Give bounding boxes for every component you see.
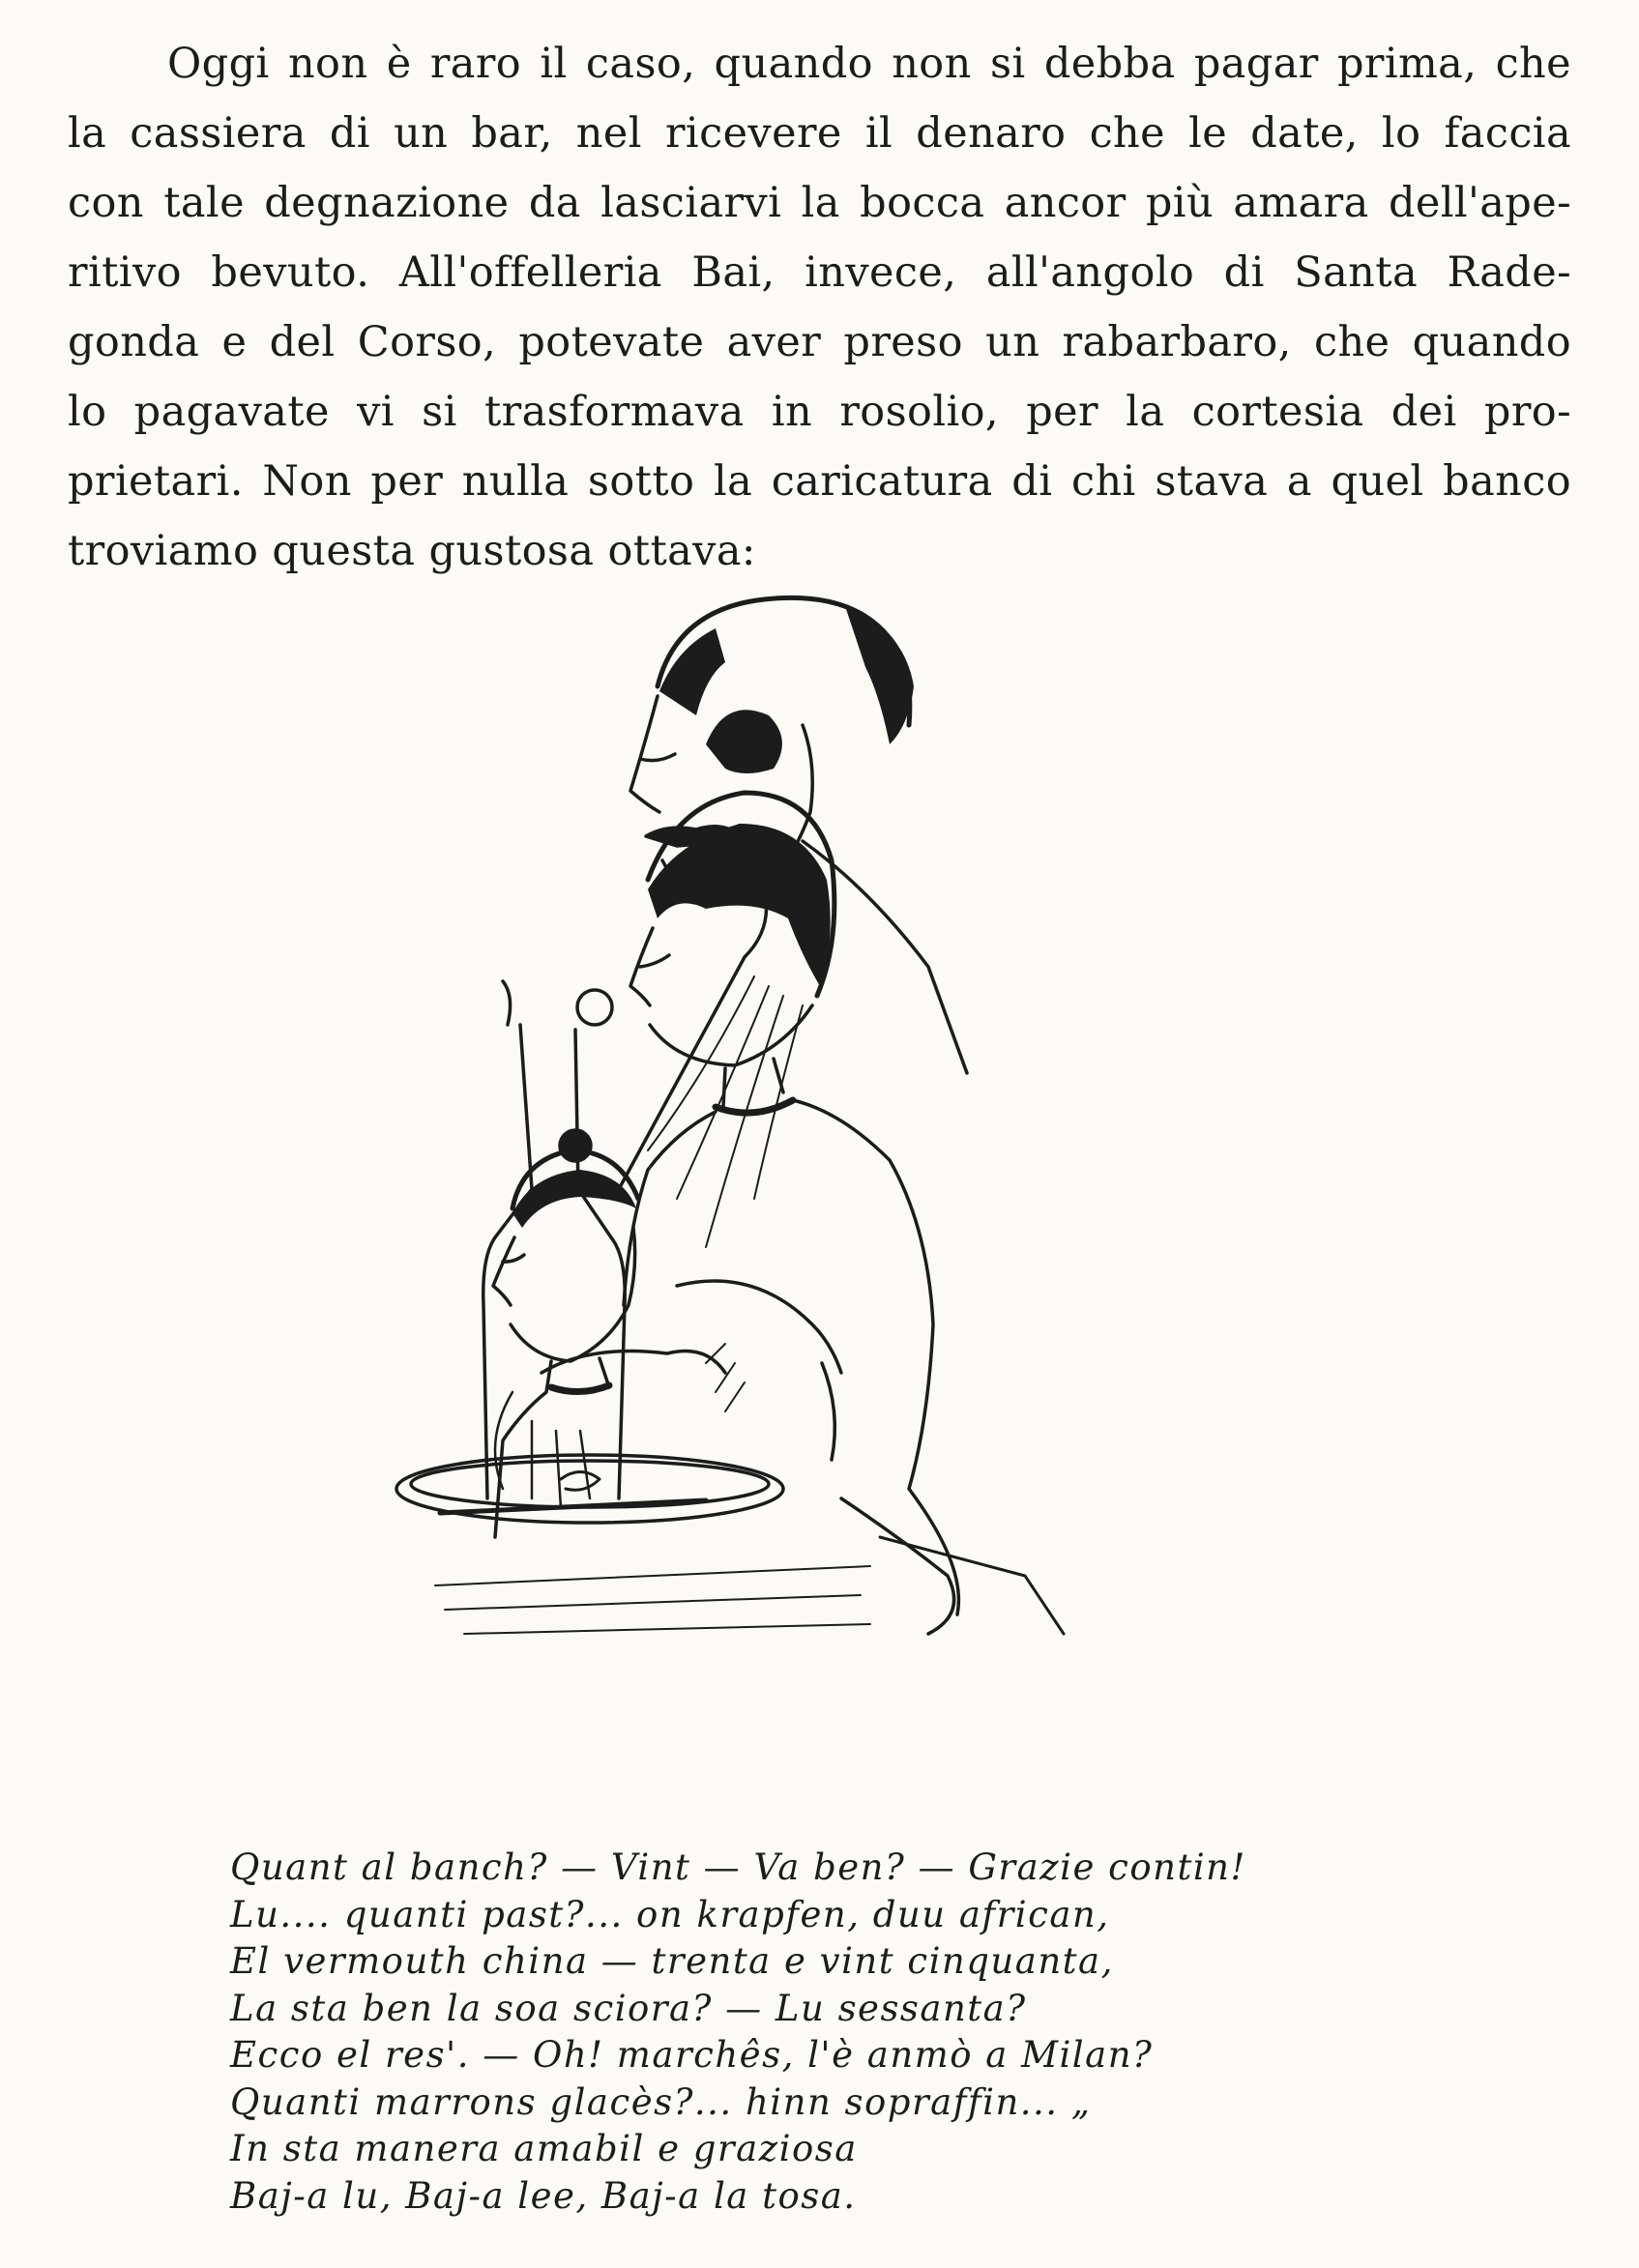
verse-line: Lu.... quanti past?... on krapfen, duu african, — [230, 1893, 1110, 1935]
verse-line: Baj-a lu, Baj-a lee, Baj-a la tosa. — [230, 2174, 857, 2217]
counter-and-plate — [396, 1352, 1064, 1635]
verse-line: In sta manera amabil e graziosa — [230, 2128, 858, 2169]
prose-line: la cassiera di un bar, nel ricevere il denaro che le date, lo faccia — [68, 109, 1571, 158]
prose-line: con tale degnazione da lasciarvi la bocca ancor più amara dell'ape- — [68, 179, 1571, 227]
prose-line: troviamo questa gustosa ottava: — [68, 527, 756, 575]
verse-line: Quanti marrons glacès?... hinn sopraffin... „ — [230, 2080, 1092, 2123]
prose-line: Oggi non è raro il caso, quando non si debba pagar prima, che — [167, 40, 1571, 88]
bottle-sketch — [440, 981, 706, 1513]
prose-paragraph — [68, 29, 1571, 586]
prose-line: prietari. Non per nulla sotto la caricatura di chi stava a quel banco — [68, 457, 1571, 506]
verse-line: Quant al banch? — Vint — Va ben? — Grazie contin! — [230, 1846, 1246, 1888]
verse-line: La sta ben la soa sciora? — Lu sessanta? — [230, 1987, 1027, 2029]
verse-line: El vermouth china — trenta e vint cinquanta, — [230, 1940, 1114, 1982]
prose-line: lo pagavate vi si trasformava in rosolio, per la cortesia dei pro- — [68, 388, 1571, 436]
caricature-illustration — [387, 570, 1315, 1827]
prose-line: ritivo bevuto. All'offelleria Bai, invece, all'angolo di Santa Rade- — [68, 248, 1571, 297]
verse-stanza — [230, 1845, 1487, 2220]
older-woman-figure — [624, 710, 958, 1634]
prose-line: gonda e del Corso, potevate aver preso un rabarbaro, che quando — [68, 318, 1571, 366]
verse-line: Ecco el res'. — Oh! marchês, l'è anmò a Milan? — [230, 2034, 1154, 2076]
caricature-drawing — [387, 570, 1315, 1827]
